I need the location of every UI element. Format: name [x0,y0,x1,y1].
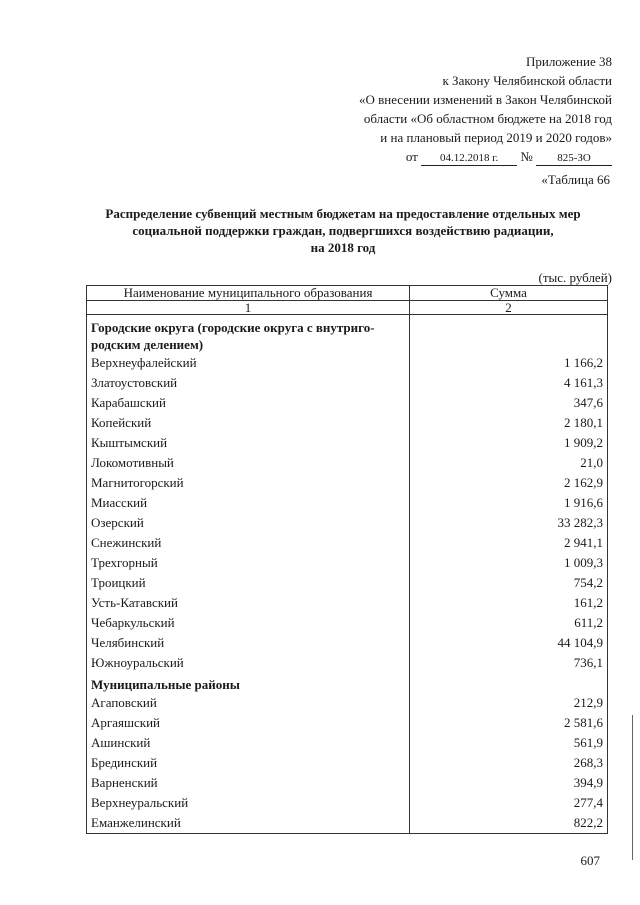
name-text: Верхнеуральский [91,795,189,810]
table-row [87,393,608,413]
header-line: «О внесении изменений в Закон Челябинской [358,92,612,107]
table-group-row [87,315,608,354]
name-text: Южноуральский [91,655,184,670]
municipality-name [87,793,410,813]
column-number-row [87,301,608,315]
municipality-name [87,593,410,613]
table-row [87,373,608,393]
law-date-number-line [359,147,612,166]
column-header-name: Наименование муниципального образования [87,286,410,301]
table-row [87,613,608,633]
name-text: Челябинский [91,635,165,650]
municipality-name [87,713,410,733]
amount-value: 2 162,9 [410,473,608,493]
name-text: Еманжелинский [91,815,181,830]
law-date: 04.12.2018 г. [421,152,517,166]
table-row [87,813,608,834]
table-row [87,773,608,793]
name-text: Муниципальные районы [91,677,240,692]
title-line: социальной поддержки граждан, подвергшихся воздействию радиации, [132,223,554,238]
title-line: на 2018 год [310,240,376,255]
amount-value: 736,1 [410,653,608,673]
header-line: к Закону Челябинской области [442,73,612,88]
municipality-name [87,753,410,773]
municipality-name [87,573,410,593]
table-row [87,413,608,433]
name-text: Чебаркульский [91,615,175,630]
name-text: Снежинский [91,535,162,550]
number-sign: № [520,149,533,164]
group-name [87,673,410,693]
municipality-name [87,473,410,493]
municipality-name [87,493,410,513]
title-line: Распределение субвенций местным бюджетам на предоставление отдельных мер [105,206,581,221]
header-line: и на плановый период 2019 и 2020 годов» [380,130,612,145]
name-text: Верхнеуфалейский [91,355,197,370]
municipality-name [87,813,410,834]
table-row [87,513,608,533]
group-name [87,315,410,354]
name-text: Копейский [91,415,152,430]
municipality-name [87,453,410,473]
amount-value: 754,2 [410,573,608,593]
table-row [87,353,608,373]
table-row [87,533,608,553]
table-group-row [87,673,608,693]
table-header-row [87,286,608,301]
table-row [87,473,608,493]
municipality-name [87,533,410,553]
amount-value: 2 180,1 [410,413,608,433]
amount-value: 1 916,6 [410,493,608,513]
header-line: области «Об областном бюджете на 2018 год [363,111,612,126]
municipality-name [87,613,410,633]
table-row [87,633,608,653]
name-text: Карабашский [91,395,166,410]
amount-value: 1 166,2 [410,353,608,373]
header-line: Приложение 38 [525,54,612,69]
table-row [87,453,608,473]
name-text: Троицкий [91,575,146,590]
subvention-table [86,285,608,834]
amount-value: 33 282,3 [410,513,608,533]
table-row [87,693,608,713]
page-number: 607 [580,853,600,868]
amount-value: 611,2 [410,613,608,633]
amount-value: 44 104,9 [410,633,608,653]
amount-value: 4 161,3 [410,373,608,393]
table-row [87,653,608,673]
name-text: Ашинский [91,735,151,750]
table-row [87,493,608,513]
amount-value: 277,4 [410,793,608,813]
name-text: Агаповский [91,695,157,710]
municipality-name [87,733,410,753]
name-text: Кыштымский [91,435,168,450]
table-row [87,733,608,753]
table-row [87,553,608,573]
amount-value: 2 941,1 [410,533,608,553]
date-prefix: от [405,149,418,164]
appendix-header [359,52,612,166]
municipality-name [87,653,410,673]
amount-value: 212,9 [410,693,608,713]
municipality-name [87,373,410,393]
name-text: родским делением) [91,337,204,352]
amount-value: 822,2 [410,813,608,834]
table-body [87,286,608,834]
municipality-name [87,513,410,533]
name-text: Магнитогорский [91,475,184,490]
table-row [87,713,608,733]
name-text: Усть-Катавский [91,595,178,610]
name-text: Городские округа (городские округа с внутриго- [91,320,375,335]
municipality-name [87,353,410,373]
name-text: Брединский [91,755,158,770]
table-row [87,753,608,773]
law-number: 825-ЗО [536,152,612,166]
amount-value [410,673,608,693]
amount-value: 161,2 [410,593,608,613]
municipality-name [87,413,410,433]
amount-value [410,315,608,354]
column-number: 2 [410,301,608,315]
table-row [87,793,608,813]
amount-value: 394,9 [410,773,608,793]
amount-value: 21,0 [410,453,608,473]
municipality-name [87,633,410,653]
municipality-name [87,433,410,453]
units-label: (тыс. рублей) [538,270,612,285]
amount-value: 268,3 [410,753,608,773]
name-text: Варненский [91,775,158,790]
table-number: «Таблица 66 [541,172,610,187]
amount-value: 347,6 [410,393,608,413]
name-text: Миасский [91,495,148,510]
column-number: 1 [87,301,410,315]
column-header-sum: Сумма [410,286,608,301]
name-text: Озерский [91,515,144,530]
name-text: Аргаяшский [91,715,160,730]
scan-edge-line [632,715,633,860]
amount-value: 561,9 [410,733,608,753]
name-text: Локомотивный [91,455,174,470]
name-text: Златоустовский [91,375,178,390]
amount-value: 2 581,6 [410,713,608,733]
table-row [87,573,608,593]
name-text: Трехгорный [91,555,158,570]
table-row [87,593,608,613]
municipality-name [87,773,410,793]
table-row [87,433,608,453]
municipality-name [87,693,410,713]
document-title [78,205,608,256]
municipality-name [87,393,410,413]
amount-value: 1 009,3 [410,553,608,573]
municipality-name [87,553,410,573]
amount-value: 1 909,2 [410,433,608,453]
